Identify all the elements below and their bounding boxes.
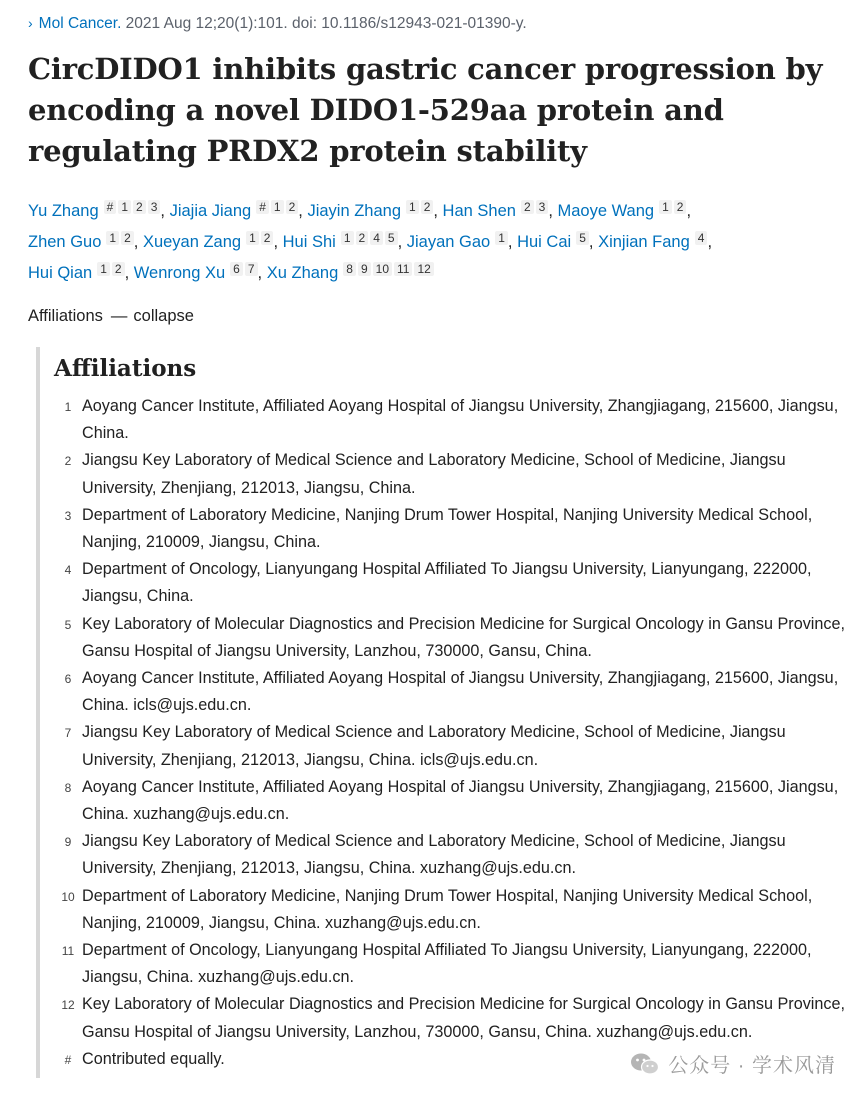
- affiliation-ref-badge[interactable]: 1: [118, 200, 131, 214]
- collapse-link[interactable]: collapse: [133, 307, 194, 325]
- affiliation-item: [54, 556, 854, 610]
- author-affiliation-refs: [657, 200, 686, 214]
- author-link[interactable]: Xueyan Zang: [142, 233, 242, 251]
- affiliation-ref-badge[interactable]: 7: [245, 262, 258, 276]
- author-separator: ,: [273, 233, 283, 251]
- affiliation-ref-badge[interactable]: 11: [394, 262, 412, 276]
- affiliation-text: Department of Oncology, Lianyungang Hospital Affiliated To Jiangsu University, Lianyungang, 222000, Jiangsu, China.: [82, 560, 812, 606]
- author-link[interactable]: Zhen Guo: [28, 233, 102, 251]
- author-separator: ,: [257, 264, 267, 282]
- affiliation-ref-badge[interactable]: #: [104, 200, 117, 214]
- affiliation-ref-badge[interactable]: 2: [112, 262, 125, 276]
- author-link[interactable]: Hui Cai: [517, 233, 572, 251]
- affiliation-ref-badge[interactable]: 1: [97, 262, 110, 276]
- author-link[interactable]: Hui Qian: [28, 264, 93, 282]
- author-link[interactable]: Xinjian Fang: [598, 233, 690, 251]
- affiliation-item: [54, 883, 854, 937]
- affiliation-ref-badge[interactable]: #: [256, 200, 269, 214]
- author-link[interactable]: Jiajia Jiang: [169, 202, 252, 220]
- affiliations-heading: Affiliations: [54, 355, 197, 382]
- author-link[interactable]: Han Shen: [442, 202, 516, 220]
- affiliation-ref-badge[interactable]: 5: [576, 231, 589, 245]
- author-affiliation-refs: [104, 231, 133, 245]
- article-header: [28, 0, 854, 1078]
- affiliation-text: Department of Oncology, Lianyungang Hospital Affiliated To Jiangsu University, Lianyungang, 222000, Jiangsu, China. xuzhang@ujs.edu.cn.: [82, 941, 812, 987]
- affiliation-item: [54, 828, 854, 882]
- author-separator: ,: [433, 202, 443, 220]
- affiliation-item: [54, 447, 854, 501]
- affiliation-ref-badge[interactable]: 2: [133, 200, 146, 214]
- affiliation-number: 10: [61, 889, 75, 904]
- journal-link[interactable]: [28, 15, 121, 32]
- affiliation-ref-badge[interactable]: 1: [106, 231, 119, 245]
- affiliation-item: [54, 502, 854, 556]
- affiliation-item: [54, 393, 854, 447]
- affiliation-number: 12: [61, 998, 75, 1013]
- author-affiliation-refs: [693, 231, 708, 245]
- affiliation-number: 9: [64, 835, 72, 850]
- affiliation-ref-badge[interactable]: 3: [148, 200, 161, 214]
- author-separator: ,: [298, 202, 308, 220]
- author-separator: ,: [397, 233, 407, 251]
- author-affiliation-refs: [95, 262, 124, 276]
- author-affiliation-refs: [244, 231, 273, 245]
- author-affiliation-refs: [339, 231, 398, 245]
- affiliation-ref-badge[interactable]: 1: [271, 200, 284, 214]
- affiliation-ref-badge[interactable]: 5: [385, 231, 398, 245]
- affiliation-number: 4: [64, 563, 72, 578]
- affiliation-number: #: [64, 1052, 72, 1067]
- author-affiliation-refs: [341, 262, 434, 276]
- author-separator: ,: [686, 202, 692, 220]
- author-separator: ,: [133, 233, 143, 251]
- watermark-text: 公众号 · 学术风清: [668, 1055, 836, 1077]
- affiliation-ref-badge[interactable]: 4: [695, 231, 708, 245]
- affiliation-number: 8: [64, 780, 72, 795]
- affiliation-ref-badge[interactable]: 1: [495, 231, 508, 245]
- affiliation-number: 7: [64, 726, 72, 741]
- article-title: CircDIDO1 inhibits gastric cancer progression by encoding a novel DIDO1-529aa protein and regulating PRDX2 protein stability: [28, 52, 823, 168]
- author-separator: ,: [548, 202, 558, 220]
- author-separator: ,: [124, 264, 134, 282]
- affiliation-ref-badge[interactable]: 8: [343, 262, 356, 276]
- author-separator: ,: [707, 233, 713, 251]
- affiliation-ref-badge[interactable]: 1: [341, 231, 354, 245]
- author-affiliation-refs: [519, 200, 548, 214]
- author-affiliation-refs: [574, 231, 589, 245]
- author-link[interactable]: Wenrong Xu: [133, 264, 226, 282]
- affiliation-number: 6: [64, 672, 72, 687]
- affiliation-text: Department of Laboratory Medicine, Nanjing Drum Tower Hospital, Nanjing University Medical School, Nanjing, 210009, Jiangsu, China. xuzhang@ujs.edu.cn.: [82, 886, 813, 932]
- affiliation-number: 11: [61, 944, 75, 959]
- affiliations-list: [54, 393, 854, 1074]
- affiliation-item: [54, 937, 854, 991]
- author-separator: ,: [160, 202, 170, 220]
- affiliation-text: Aoyang Cancer Institute, Affiliated Aoyang Hospital of Jiangsu University, Zhangjiagang, 215600, Jiangsu, China. icls@ujs.edu.cn.: [82, 669, 839, 715]
- author-list: [28, 194, 854, 287]
- affiliation-ref-badge[interactable]: 1: [659, 200, 672, 214]
- affiliation-text: Department of Laboratory Medicine, Nanjing Drum Tower Hospital, Nanjing University Medical School, Nanjing, 210009, Jiangsu, China.: [82, 505, 813, 552]
- citation-line: [28, 12, 854, 35]
- chevron-right-icon: ›: [28, 15, 33, 31]
- author-link[interactable]: Maoye Wang: [557, 202, 655, 220]
- affiliation-ref-badge[interactable]: 2: [674, 200, 687, 214]
- author-separator: ,: [507, 233, 518, 251]
- affiliation-text: Jiangsu Key Laboratory of Medical Science and Laboratory Medicine, School of Medicine, Jiangsu University, Zhenjiang, 212013, Jiangsu, China.: [82, 451, 786, 497]
- watermark: [630, 1049, 836, 1078]
- affiliation-text: Contributed equally.: [82, 1049, 225, 1068]
- affiliation-text: Key Laboratory of Molecular Diagnostics and Precision Medicine for Surgical Oncology in Gansu Province, Gansu Hospital of Jiangsu University, Lanzhou, 730000, Gansu, China. xuzhang@ujs.edu.cn.: [82, 995, 845, 1041]
- author-affiliation-refs: [493, 231, 508, 245]
- affiliation-text: Key Laboratory of Molecular Diagnostics and Precision Medicine for Surgical Oncology in Gansu Province, Gansu Hospital of Jiangsu University, Lanzhou, 730000, Gansu, China.: [82, 614, 845, 660]
- affiliation-item: [54, 611, 854, 665]
- affiliation-ref-badge[interactable]: 1: [246, 231, 259, 245]
- affiliation-number: 3: [64, 508, 72, 523]
- affiliation-number: 2: [64, 454, 72, 469]
- affiliation-number: 5: [64, 617, 72, 632]
- affiliation-item: [54, 719, 854, 773]
- author-affiliation-refs: [404, 200, 433, 214]
- affiliation-ref-badge[interactable]: 1: [406, 200, 419, 214]
- author-affiliation-refs: [228, 262, 257, 276]
- affiliation-item: [54, 774, 854, 828]
- affiliation-ref-badge[interactable]: 2: [521, 200, 534, 214]
- affiliation-ref-badge[interactable]: 2: [286, 200, 299, 214]
- affiliation-ref-badge[interactable]: 10: [373, 262, 392, 276]
- affiliation-text: Jiangsu Key Laboratory of Medical Science and Laboratory Medicine, School of Medicine, Jiangsu University, Zhenjiang, 212013, Jiangsu, China. xuzhang@ujs.edu.cn.: [82, 832, 786, 878]
- author-link[interactable]: Jiayin Zhang: [307, 202, 401, 220]
- author-link[interactable]: Hui Shi: [282, 233, 336, 251]
- affiliations-toggle-label: Affiliations: [28, 307, 103, 325]
- affiliation-ref-badge[interactable]: 4: [370, 231, 383, 245]
- affiliation-ref-badge[interactable]: 2: [356, 231, 369, 245]
- affiliation-text: Aoyang Cancer Institute, Affiliated Aoyang Hospital of Jiangsu University, Zhangjiagang, 215600, Jiangsu, China. xuzhang@ujs.edu.cn.: [82, 777, 839, 824]
- author-link[interactable]: Yu Zhang: [28, 202, 99, 220]
- affiliations-toggle: [28, 305, 854, 327]
- affiliation-ref-badge[interactable]: 3: [536, 200, 549, 214]
- citation-details: 2021 Aug 12;20(1):101. doi: 10.1186/s12943-021-01390-y.: [121, 15, 527, 32]
- author-affiliation-refs: [102, 200, 161, 214]
- affiliation-text: Aoyang Cancer Institute, Affiliated Aoyang Hospital of Jiangsu University, Zhangjiagang, 215600, Jiangsu, China.: [82, 397, 839, 443]
- journal-name: Mol Cancer.: [38, 15, 122, 32]
- affiliations-panel: [36, 347, 854, 1078]
- author-separator: ,: [588, 233, 599, 251]
- author-link[interactable]: Xu Zhang: [266, 264, 339, 282]
- affiliation-item: [54, 665, 854, 719]
- affiliation-ref-badge[interactable]: 2: [121, 231, 134, 245]
- collapse-dash-icon: —: [110, 307, 128, 325]
- author-affiliation-refs: [254, 200, 298, 214]
- affiliation-text: Jiangsu Key Laboratory of Medical Science and Laboratory Medicine, School of Medicine, Jiangsu University, Zhenjiang, 212013, Jiangsu, China. icls@ujs.edu.cn.: [82, 723, 786, 769]
- author-link[interactable]: Jiayan Gao: [406, 233, 491, 251]
- affiliation-ref-badge[interactable]: 2: [421, 200, 434, 214]
- affiliation-item: [54, 991, 854, 1045]
- affiliation-ref-badge[interactable]: 9: [358, 262, 371, 276]
- wechat-icon: [630, 1052, 660, 1076]
- affiliation-ref-badge[interactable]: 6: [230, 262, 243, 276]
- affiliation-number: 1: [64, 400, 72, 414]
- affiliation-ref-badge[interactable]: 2: [261, 231, 274, 245]
- affiliation-ref-badge[interactable]: 12: [414, 262, 433, 276]
